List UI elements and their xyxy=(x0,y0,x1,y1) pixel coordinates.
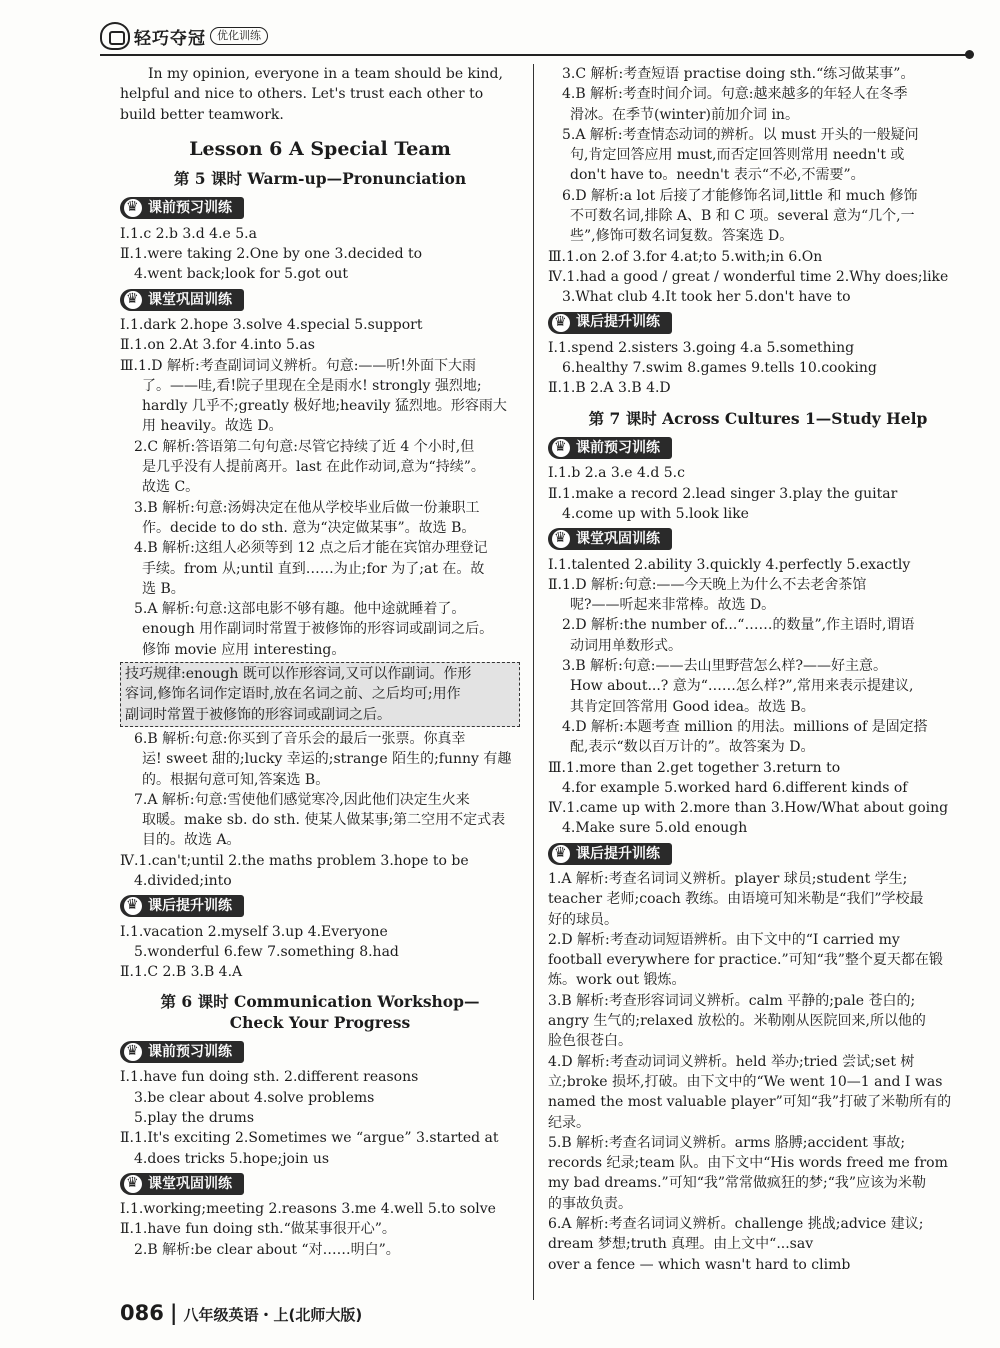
explanation-line: 5.A 解析:考查情态动词的辨析。以 must 开头的一般疑问 xyxy=(562,126,919,143)
answer-line: 5.play the drums xyxy=(134,1109,255,1126)
explanation-line: How about...? 意为“……怎么样?”,常用来表示提建议, xyxy=(570,678,914,695)
explanation-line: 4.B 解析:这组人必须等到 12 点之后才能在宾馆办理登记 xyxy=(134,540,488,557)
continued-answers xyxy=(548,64,968,308)
answer-line: 3.be clear about 4.solve problems xyxy=(134,1089,375,1106)
intro-paragraph: In my opinion, everyone in a team should be kind, helpful and nice to others. Let's trust each other to build better teamwork. xyxy=(120,66,503,123)
answer-line: 5.wonderful 6.few 7.something 8.had xyxy=(134,943,399,960)
crown-icon xyxy=(552,439,570,457)
answer-line: 2.B 解析:be clear about “对……明白”。 xyxy=(134,1241,400,1258)
explanation-line: 配,表示“数以百万计的”。故答案为 D。 xyxy=(570,739,815,756)
explanation-line: 句,肯定回答应用 must,而否定回答则常用 needn't 或 xyxy=(570,147,905,164)
right-column xyxy=(548,64,968,1275)
explanation-line: 2.D 解析:考查动词短语辨析。由下文中的“I carried my xyxy=(548,931,900,948)
explanation-line: 2.C 解析:答语第二句句意:尽管它持续了近 4 个小时,但 xyxy=(134,438,475,455)
answer-line: Ⅰ.1.spend 2.sisters 3.going 4.a 5.something xyxy=(548,339,855,356)
logo-icon xyxy=(100,22,130,50)
period-5-title: 第 5 课时 Warm-up—Pronunciation xyxy=(173,169,467,189)
answer-line: 4.went back;look for 5.got out xyxy=(134,266,348,283)
explanation-line: 的事故负责。 xyxy=(548,1195,632,1212)
pre-answers xyxy=(120,224,520,285)
tip-line: 容词,修饰名词作定语时,放在名词之前、之后均可;用作 xyxy=(125,686,461,703)
explanation-line: Ⅱ.1.D 解析:句意:——今天晚上为什么不去老舍茶馆 xyxy=(548,576,867,593)
answer-line: Ⅰ.1.b 2.a 3.e 4.d 5.c xyxy=(548,465,685,482)
explanation-line: 选 B。 xyxy=(142,580,185,597)
explanation-line: 呢?——听起来非常棒。故选 D。 xyxy=(570,597,776,614)
explanation-line: 2.D 解析:the number of...“……的数量”,作主语时,谓语 xyxy=(562,617,915,634)
class-answers xyxy=(548,555,968,839)
explanation-line: 动词用单数形式。 xyxy=(570,637,682,654)
lesson-title: Lesson 6 A Special Team xyxy=(189,137,451,160)
explanation-line: 的。根据句意可知,答案选 B。 xyxy=(142,771,330,788)
footer-separator: | xyxy=(169,1300,178,1325)
explanation-line: 目的。故选 A。 xyxy=(142,832,241,849)
answer-line: Ⅰ.1.c 2.b 3.d 4.e 5.a xyxy=(120,225,257,242)
explanation-line: 4.D 解析:考查动词词义辨析。held 举办;tried 尝试;set 树 xyxy=(548,1053,915,1070)
explanation-line: 纪录。 xyxy=(548,1114,590,1131)
explanation-line: 作。decide to do sth. 意为“决定做某事”。故选 B。 xyxy=(142,519,476,536)
answer-line: 4.for example 5.worked hard 6.different kinds of xyxy=(562,779,908,796)
page-number: 086 xyxy=(120,1301,164,1325)
crown-icon xyxy=(124,1043,142,1061)
post2-answers xyxy=(548,869,968,1275)
period-7-title: 第 7 课时 Across Cultures 1—Study Help xyxy=(588,408,928,428)
crown-icon xyxy=(124,291,142,309)
answer-line: Ⅲ.1.more than 2.get together 3.return to xyxy=(548,759,841,776)
period-6-title xyxy=(120,992,520,1033)
answer-line: 4.Make sure 5.old enough xyxy=(562,820,748,837)
explanation-line: 7.A 解析:句意:雪使他们感觉寒冷,因此他们决定生火来 xyxy=(134,791,470,808)
crown-icon xyxy=(124,897,142,915)
brand-logo xyxy=(100,22,268,50)
explanation-line: don't have to。needn't 表示“不必,不需要”。 xyxy=(570,167,865,184)
section-banner-class: ♛ 课堂巩固训练 xyxy=(548,528,672,550)
explanation-line: records 纪录;team 队。由下文中“His words freed me from xyxy=(548,1155,948,1172)
section-banner-class: ♛ 课堂巩固训练 xyxy=(120,289,244,311)
crown-icon xyxy=(124,1175,142,1193)
answer-line: Ⅱ.1.C 2.B 3.B 4.A xyxy=(120,964,243,981)
explanation-line: 6.A 解析:考查名词词义辨析。challenge 挑战;advice 建议; xyxy=(548,1216,924,1233)
section-banner-pre: ♛ 课前预习训练 xyxy=(548,437,672,459)
crown-icon xyxy=(552,845,570,863)
header-rule xyxy=(100,54,970,56)
explanation-line: 故选 C。 xyxy=(142,479,200,496)
explanation-line: angry 生气的;relaxed 放松的。米勒刚从医院回来,所以他的 xyxy=(548,1013,926,1030)
answer-line: Ⅱ.1.make a record 2.lead singer 3.play the guitar xyxy=(548,485,898,502)
explanation-line: 立;broke 损坏,打破。由下文中的“We went 10—1 and I was xyxy=(548,1073,943,1090)
answer-line: Ⅱ.1.on 2.At 3.for 4.into 5.as xyxy=(120,337,315,354)
explanation-line: teacher 老师;coach 教练。由语境可知米勒是“我们”学校最 xyxy=(548,891,924,908)
answer-line: Ⅲ.1.on 2.of 3.for 4.at;to 5.with;in 6.On xyxy=(548,248,823,265)
page-header xyxy=(100,20,970,60)
answer-line: Ⅳ.1.had a good / great / wonderful time 2.Why does;like xyxy=(548,268,949,285)
answer-line: Ⅱ.1.have fun doing sth.“做某事很开心”。 xyxy=(120,1221,396,1238)
explanation-line: 4.D 解析:本题考查 million 的用法。millions of 是固定搭 xyxy=(562,718,928,735)
explanation-line: 用 heavily。故选 D。 xyxy=(142,418,283,435)
class-answers xyxy=(120,315,520,891)
explanation-line: 4.B 解析:考查时间介词。句意:越来越多的年轻人在冬季 xyxy=(562,86,908,103)
explanation-line: 运! sweet 甜的;lucky 幸运的;strange 陌生的;funny 有趣 xyxy=(142,751,512,768)
book-title: 八年级英语・上(北师大版) xyxy=(183,1306,363,1324)
pre2-answers xyxy=(120,1067,520,1168)
section-banner-post: ♛ 课后提升训练 xyxy=(120,895,244,917)
period-6-title-line2: Check Your Progress xyxy=(229,1012,411,1032)
explanation-line: 5.A 解析:句意:这部电影不够有趣。他中途就睡着了。 xyxy=(134,601,466,618)
pre-answers xyxy=(548,463,968,524)
explanation-line: over a fence — which wasn't hard to climb xyxy=(548,1256,851,1273)
answer-line: Ⅰ.1.working;meeting 2.reasons 3.me 4.well 5.to solve xyxy=(120,1201,496,1218)
answer-line: 4.come up with 5.look like xyxy=(562,505,749,522)
explanation-line: 炼。work out 锻炼。 xyxy=(548,972,686,989)
answer-line: Ⅱ.1.were taking 2.One by one 3.decided to xyxy=(120,246,423,263)
logo-subtitle: 优化训练 xyxy=(210,27,268,45)
explanation-line: hardly 几乎不;greatly 极好地;heavily 猛烈地。形容雨大 xyxy=(142,398,507,415)
section-banner-class-2: ♛ 课堂巩固训练 xyxy=(120,1173,244,1195)
answer-line: Ⅰ.1.have fun doing sth. 2.different reasons xyxy=(120,1069,419,1086)
section-banner-post-2: ♛ 课后提升训练 xyxy=(548,843,672,865)
tip-line: 副词时常置于被修饰的形容词或副词之后。 xyxy=(125,706,391,723)
post-answers xyxy=(548,338,968,399)
explanation-line: 滑冰。在季节(winter)前加介词 in。 xyxy=(570,106,799,123)
crown-icon xyxy=(124,199,142,217)
answer-line: Ⅰ.1.talented 2.ability 3.quickly 4.perfectly 5.exactly xyxy=(548,556,911,573)
class2-answers xyxy=(120,1199,520,1260)
explanation-line: 6.D 解析:a lot 后接了才能修饰名词,little 和 much 修饰 xyxy=(562,187,918,204)
section-banner-pre-2: ♛ 课前预习训练 xyxy=(120,1041,244,1063)
answer-line: Ⅱ.1.It's exciting 2.Sometimes we “argue” 3.started at xyxy=(120,1130,499,1147)
logo-text: 轻巧夺冠 xyxy=(134,28,206,49)
left-column xyxy=(120,64,520,1260)
explanation-line: 1.A 解析:考查名词词义辨析。player 球员;student 学生; xyxy=(548,870,908,887)
explanation-line: 3.C 解析:考查短语 practise doing sth.“练习做某事”。 xyxy=(562,66,915,82)
answer-line: Ⅳ.1.can't;until 2.the maths problem 3.hope to be xyxy=(120,852,469,869)
answer-line: 6.healthy 7.swim 8.games 9.tells 10.cooking xyxy=(562,360,877,377)
answer-line: 3.What club 4.It took her 5.don't have to xyxy=(562,289,851,306)
explanation-line: 是几乎没有人提前离开。last 在此作动词,意为“持续”。 xyxy=(142,459,485,476)
page-footer xyxy=(120,1300,362,1328)
answer-line: Ⅳ.1.came up with 2.more than 3.How/What about going xyxy=(548,800,949,817)
explanation-line: 6.B 解析:句意:你买到了音乐会的最后一张票。你真幸 xyxy=(134,730,466,747)
post-answers xyxy=(120,922,520,983)
explanation-line: 些”,修饰可数名词复数。答案选 D。 xyxy=(570,228,794,245)
answer-line: Ⅱ.1.B 2.A 3.B 4.D xyxy=(548,380,671,397)
explanation-line: 3.B 解析:句意:——去山里野营怎么样?——好主意。 xyxy=(562,658,888,675)
explanation-line: 手续。from 从;until 直到……为止;for 为了;at 在。故 xyxy=(142,560,485,577)
explanation-line: 修饰 movie 应用 interesting。 xyxy=(142,641,346,658)
section-banner-pre: ♛ 课前预习训练 xyxy=(120,197,244,219)
explanation-line: Ⅲ.1.D 解析:考查副词词义辨析。句意:——听!外面下大雨 xyxy=(120,357,477,374)
explanation-line: named the most valuable player”可知“我”打破了米勒所有的 xyxy=(548,1094,952,1111)
explanation-line: 3.B 解析:句意:汤姆决定在他从学校毕业后做一份兼职工 xyxy=(134,499,480,516)
answer-line: Ⅰ.1.dark 2.hope 3.solve 4.special 5.support xyxy=(120,316,423,333)
column-divider xyxy=(533,64,534,1300)
explanation-line: 好的球员。 xyxy=(548,911,618,928)
answer-line: 4.does tricks 5.hope;join us xyxy=(134,1150,330,1167)
explanation-line: 不可数名词,排除 A、B 和 C 项。several 意为“几个,一 xyxy=(570,208,915,225)
header-dot xyxy=(965,50,974,59)
tip-box xyxy=(120,662,520,727)
explanation-line: 5.B 解析:考查名词词义辨析。arms 胳膊;accident 事故; xyxy=(548,1134,906,1151)
answer-line: 4.divided;into xyxy=(134,872,232,889)
explanation-line: 了。——哇,看!院子里现在全是雨水! strongly 强烈地; xyxy=(142,377,482,394)
explanation-line: 脸色很苍白。 xyxy=(548,1033,632,1050)
tip-line: 技巧规律:enough 既可以作形容词,又可以作副词。作形 xyxy=(125,666,472,683)
answer-line: Ⅰ.1.vacation 2.myself 3.up 4.Everyone xyxy=(120,923,388,940)
crown-icon xyxy=(552,530,570,548)
explanation-line: my bad dreams.”可知“我”常常做疯狂的梦;“我”应该为米勒 xyxy=(548,1175,927,1192)
explanation-line: enough 用作副词时常置于被修饰的形容词或副词之后。 xyxy=(142,621,494,638)
period-6-title-line1: 第 6 课时 Communication Workshop— xyxy=(160,992,480,1012)
explanation-line: 3.B 解析:考查形容词词义辨析。calm 平静的;pale 苍白的; xyxy=(548,992,916,1009)
explanation-line: 其肯定回答常用 Good idea。故选 B。 xyxy=(570,698,815,715)
section-banner-post: ♛ 课后提升训练 xyxy=(548,312,672,334)
crown-icon xyxy=(552,314,570,332)
explanation-line: 取暖。make sb. do sth. 使某人做某事;第二空用不定式表 xyxy=(142,812,506,829)
explanation-line: dream 梦想;truth 真理。由上文中“...sav xyxy=(548,1236,814,1253)
explanation-line: football everywhere for practice.”可知“我”整个夏天都在锻 xyxy=(548,952,943,969)
